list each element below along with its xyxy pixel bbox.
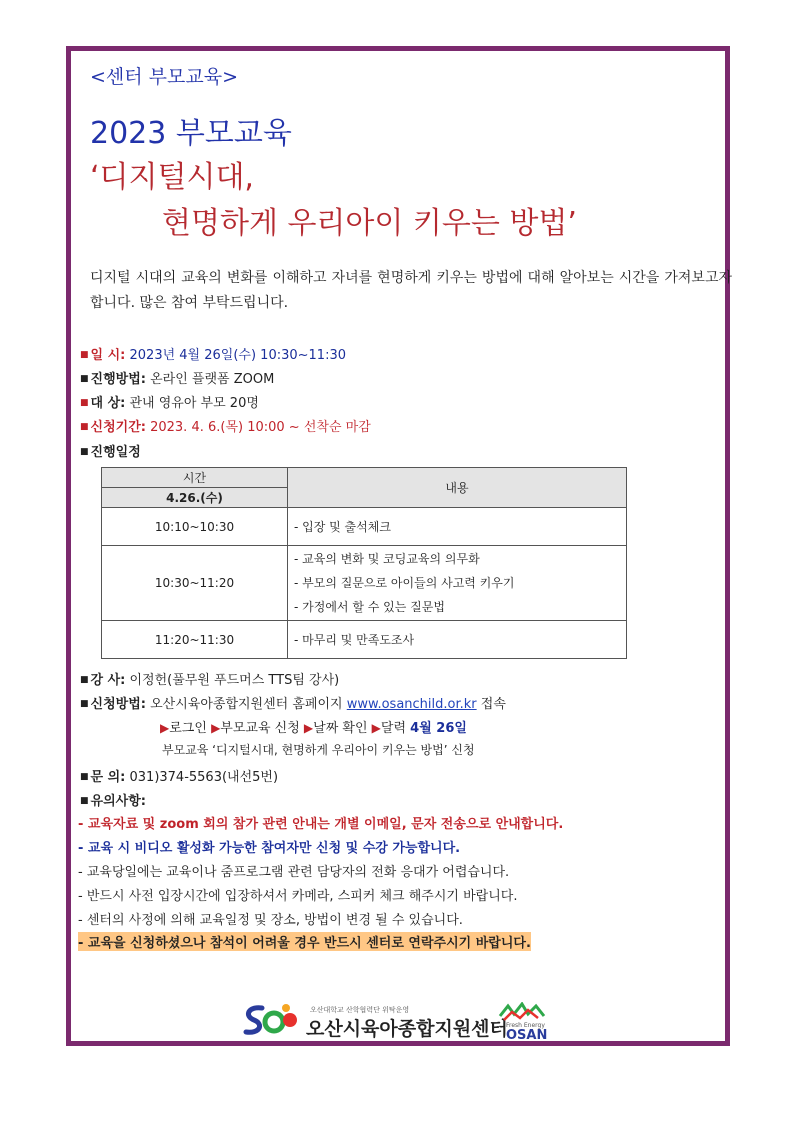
note-2: - 교육 시 비디오 활성화 가능한 참여자만 신청 및 수강 가능합니다.: [78, 841, 461, 856]
apply-line3: 부모교육 ‘디지털시대, 현명하게 우리아이 키우는 방법’ 신청: [162, 743, 475, 757]
org-name: 오산시육아종합지원센터: [306, 1018, 508, 1040]
title-line-3: 현명하게 우리아이 키우는 방법’: [162, 206, 577, 241]
square-bullet-icon: ■: [80, 699, 89, 709]
homepage-link[interactable]: www.osanchild.or.kr: [346, 697, 477, 712]
center-logo-icon: [240, 1000, 300, 1040]
triangle-right-icon: ▶: [371, 721, 381, 735]
triangle-right-icon: ▶: [211, 721, 221, 735]
triangle-right-icon: ▶: [303, 721, 314, 735]
note-5: - 센터의 사정에 의해 교육일정 및 장소, 방법이 변경 될 수 있습니다.: [78, 913, 463, 928]
note-4: - 반드시 사전 입장시간에 입장하셔서 카메라, 스피커 체크 해주시기 바랍니다.: [78, 889, 518, 904]
square-bullet-icon: ■: [80, 374, 89, 384]
table-row: 10:10~10:30 - 입장 및 출석체크: [102, 508, 627, 546]
info-target: ■ 대 상: 관내 영유아 부모 20명: [80, 396, 259, 411]
info-notes-label: ■ 유의사항:: [80, 794, 146, 809]
square-bullet-icon: ■: [80, 422, 89, 432]
city-slogan: Fresh Energy: [506, 1022, 545, 1029]
square-bullet-icon: ■: [80, 447, 89, 457]
table-row: 10:30~11:20 - 교육의 변화 및 코딩교육의 의무화 - 부모의 질문으로 아이들의 사고력 키우기 - 가정에서 할 수 있는 질문법: [102, 546, 627, 621]
info-schedule-label: ■ 진행일정: [80, 445, 141, 460]
header-content: 내용: [288, 468, 627, 508]
info-apply: ■ 신청방법: 오산시육아종합지원센터 홈페이지 www.osanchild.or.kr 접속: [80, 697, 506, 712]
schedule-table: [101, 467, 627, 659]
info-date: ■ 일 시: 2023년 4월 26일(수) 10:30~11:30: [80, 348, 346, 363]
table-row: 11:20~11:30 - 마무리 및 만족도조사: [102, 621, 627, 659]
title-year: 2023 부모교육: [90, 116, 292, 151]
info-contact: ■ 문 의: 031)374-5563(내선5번): [80, 770, 279, 785]
header-time: 시간 4.26.(수): [102, 468, 288, 508]
info-lecturer: ■ 강 사: 이정헌(풀무원 푸드머스 TTS팀 강사): [80, 673, 340, 688]
note-3: - 교육당일에는 교육이나 줌프로그램 관련 담당자의 전화 응대가 어렵습니다.: [78, 865, 510, 880]
osan-logo-icon: [498, 1002, 550, 1022]
square-bullet-icon: ■: [80, 675, 89, 685]
square-bullet-icon: ■: [80, 350, 89, 360]
title-line-2: ‘디지털시대,: [90, 160, 254, 195]
note-6: - 교육을 신청하셨으나 참석이 어려울 경우 반드시 센터로 연락주시기 바랍니다.: [78, 932, 531, 951]
table-header-row: [102, 468, 627, 508]
triangle-right-icon: ▶: [160, 721, 170, 735]
square-bullet-icon: ■: [80, 796, 89, 806]
note-1: - 교육자료 및 zoom 회의 참가 관련 안내는 개별 이메일, 문자 전송으로 안내합니다.: [78, 817, 564, 832]
info-period: ■ 신청기간: 2023. 4. 6.(목) 10:00 ~ 선착순 마감: [80, 420, 371, 435]
city-name: OSAN: [506, 1028, 548, 1043]
org-small-text: 오산대학교 산학협력단 위탁운영: [310, 1006, 410, 1014]
info-method: ■ 진행방법: 온라인 플랫폼 ZOOM: [80, 372, 275, 387]
apply-steps: ▶로그인 ▶부모교육 신청 ▶날짜 확인 ▶달력 4월 26일: [160, 721, 467, 736]
square-bullet-icon: ■: [80, 398, 89, 408]
center-tag: <센터 부모교육>: [90, 66, 239, 88]
square-bullet-icon: ■: [80, 772, 89, 782]
intro-text: 디지털 시대의 교육의 변화를 이해하고 자녀를 현명하게 키우는 방법에 대해 알아보는 시간을 가져보고자 합니다. 많은 참여 부탁드립니다.: [90, 270, 732, 311]
